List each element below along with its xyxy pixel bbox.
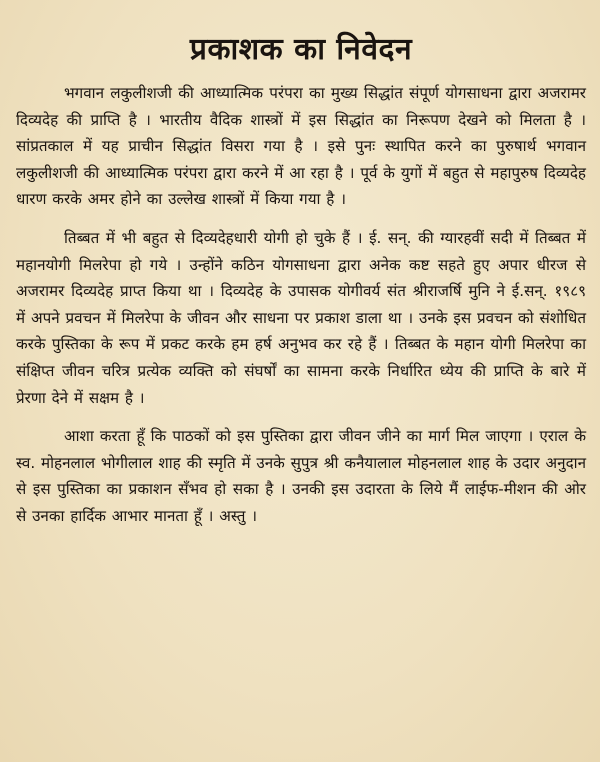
paragraph-2: तिब्बत में भी बहुत से दिव्यदेहधारी योगी हो चुके हैं । ई. सन्. की ग्यारहवीं सदी में तिब्बत में महानयोगी मिलरेपा हो गये । उन्होंने कठिन योगसाधना द्वारा अनेक कष्ट सहते हुए अपार धीरज से अजरामर दिव्यदेह प्राप्त किया था । दिव्यदेह के उपासक योगीवर्य संत श्रीराजर्षि मुनि ने ई.सन्. १९८९ में अपने प्रवचन में मिलरेपा के जीवन और साधना पर प्रकाश डाला था । उनके इस प्रवचन को संशोधित करके पुस्तिका के रूप में प्रकट करके हम हर्ष अनुभव कर रहे हैं । तिब्बत के महान योगी मिलरेपा का संक्षिप्त जीवन चरित्र प्रत्येक व्यक्ति को संघर्षों का सामना करके निर्धारित ध्येय की प्राप्ति के बारे में प्रेरणा देने में सक्षम है । (16, 228, 586, 407)
paragraph-3: आशा करता हूँ कि पाठकों को इस पुस्तिका द्वारा जीवन जीने का मार्ग मिल जाएगा । एराल के स्व. मोहनलाल भोगीलाल शाह की स्मृति में उनके सुपुत्र श्री कनैयालाल मोहनलाल शाह के उदार अनुदान से इस पुस्तिका का प्रकाशन सँभव हो सका है । उनकी इस उदारता के लिये मैं लाईफ-मीशन की ओर से उनका हार्दिक आभार मानता हूँ । अस्तु । (16, 427, 586, 525)
paragraph-1: भगवान लकुलीशजी की आध्यात्मिक परंपरा का मुख्य सिद्धांत संपूर्ण योगसाधना द्वारा अजरामर दिव्यदेह की प्राप्ति है । भारतीय वैदिक शास्त्रों में इस सिद्धांत का निरूपण देखने को मिलता है । सांप्रतकाल में यह प्राचीन सिद्धांत विसरा गया है । इसे पुनः स्थापित करने का पुरुषार्थ भगवान लकुलीशजी की आध्यात्मिक परंपरा द्वारा करने में आ रहा है । पूर्व के युगों में बहुत से महापुरुष दिव्यदेह धारण करके अमर होने का उल्लेख शास्त्रों में किया गया है । (16, 84, 586, 209)
page-title: प्रकाशक का निवेदन (189, 32, 413, 67)
